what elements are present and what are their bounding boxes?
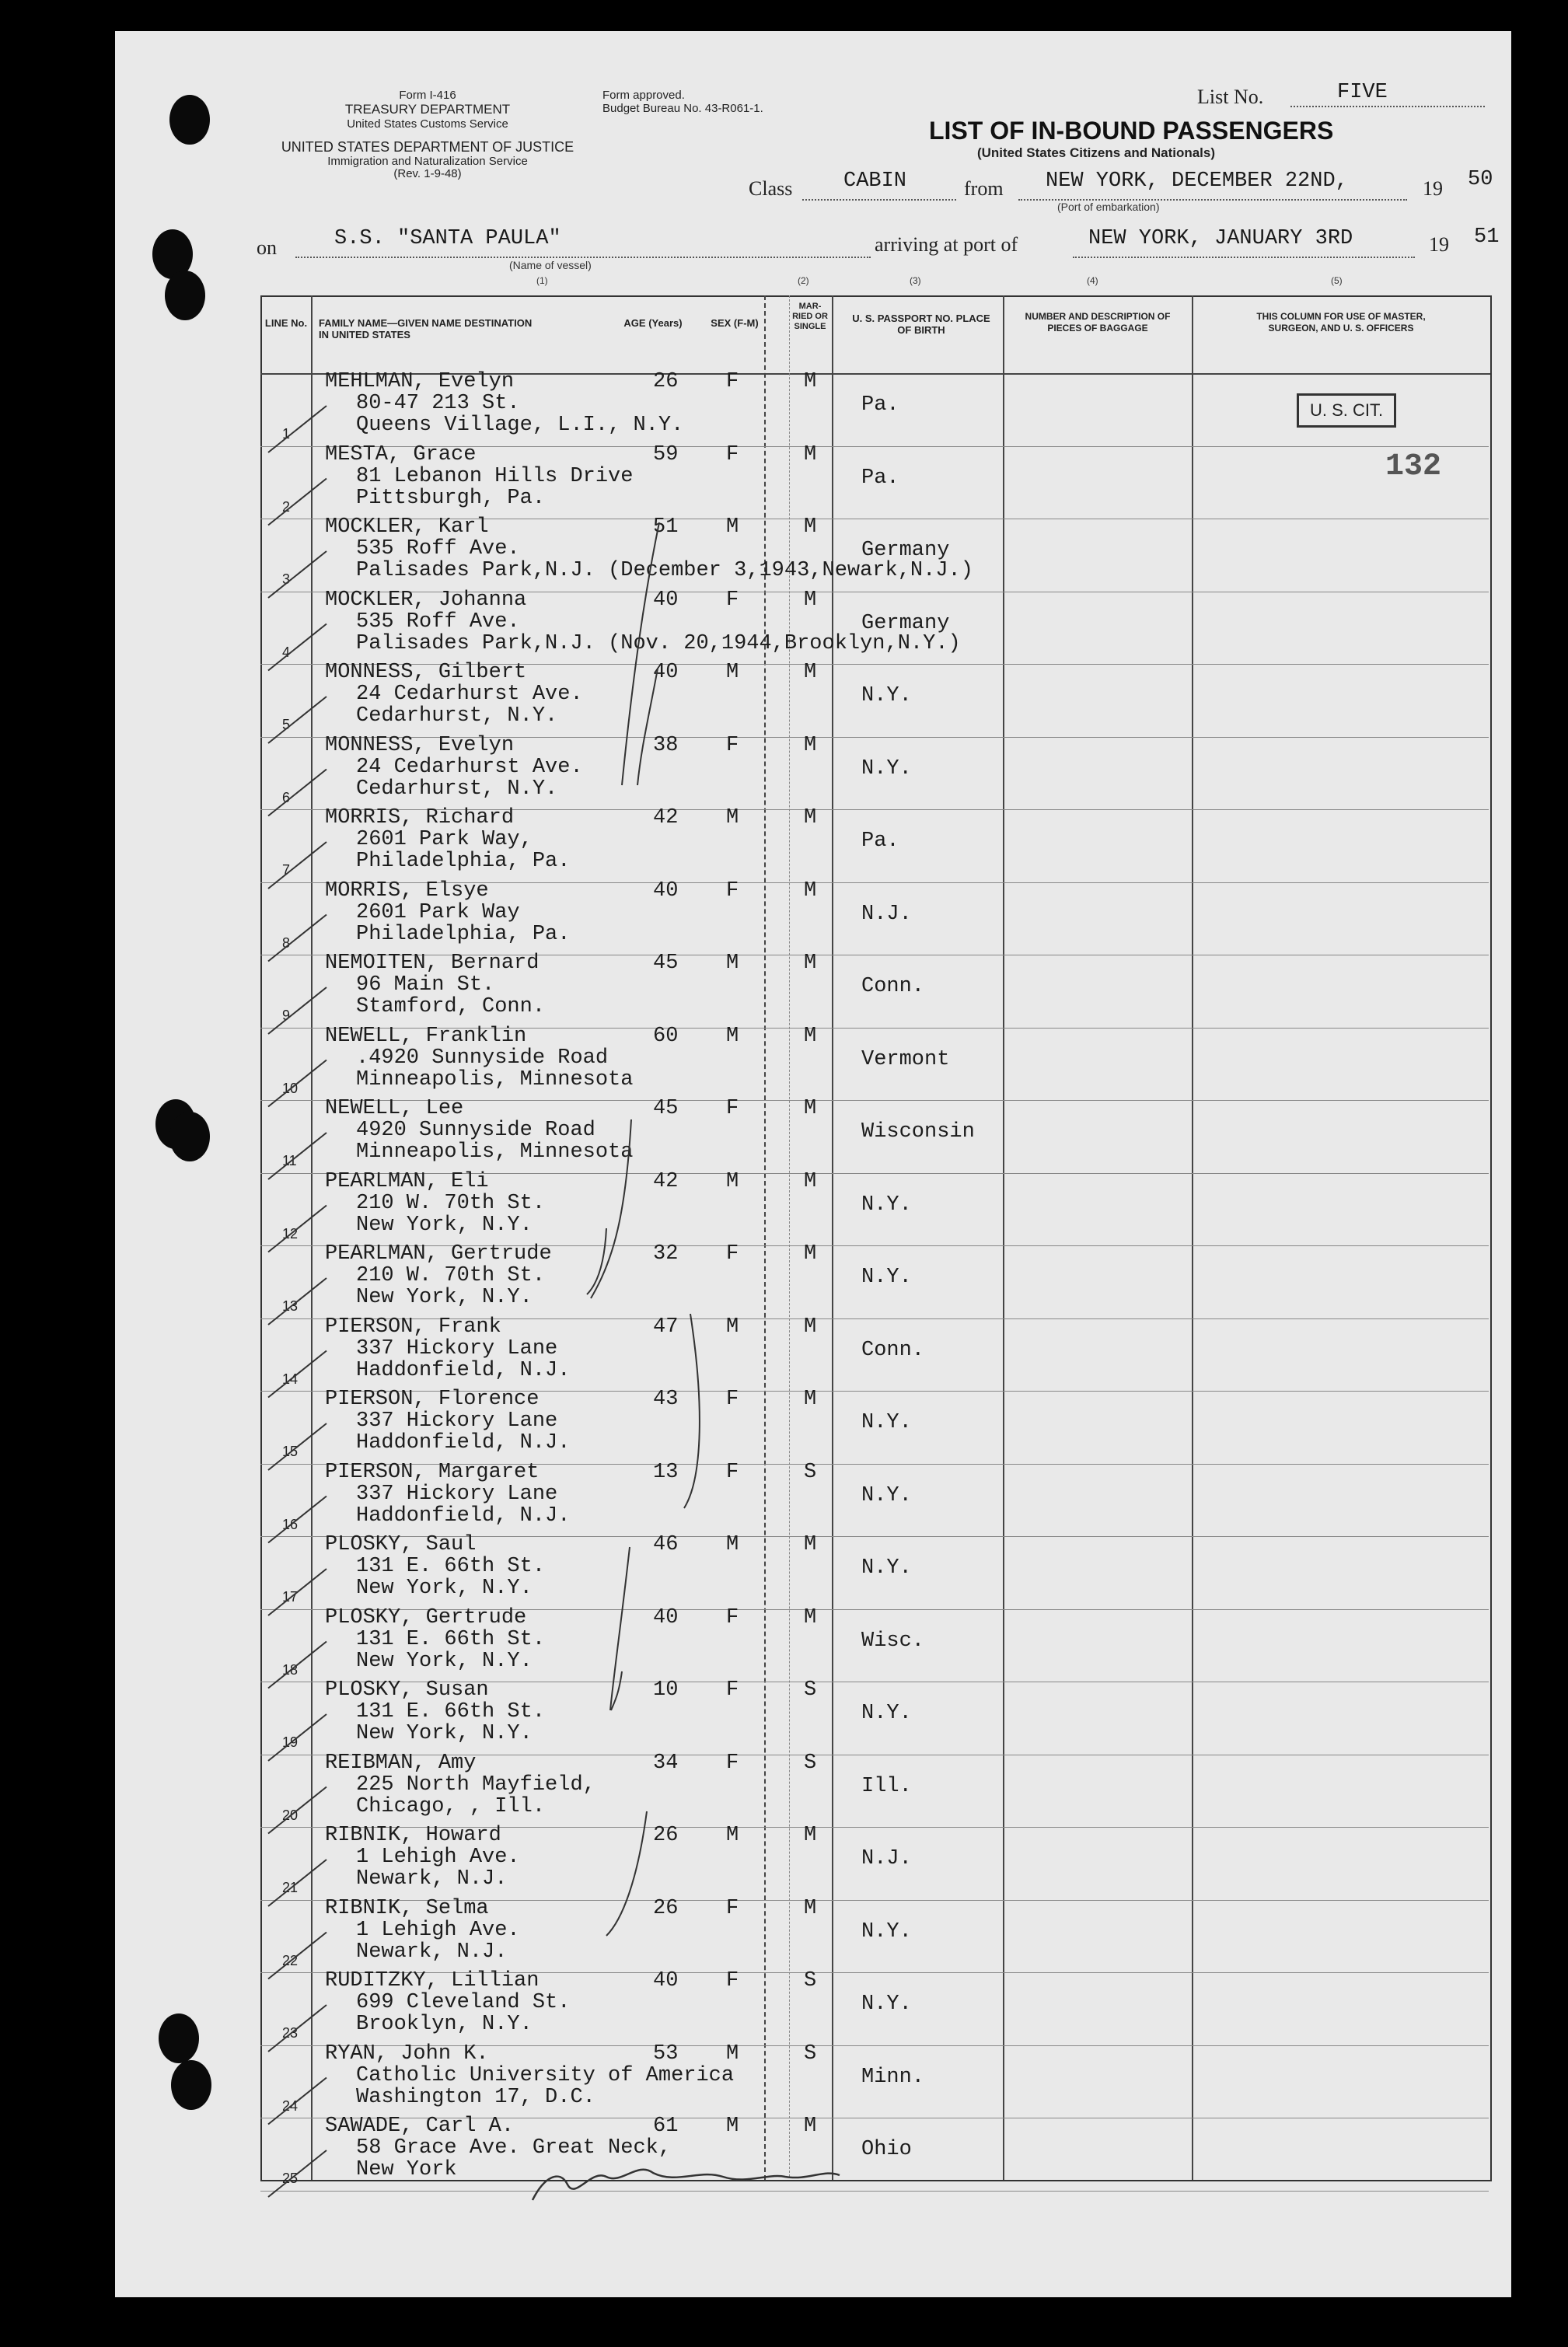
place-of-birth: Conn. [861, 975, 925, 998]
line-number: 21 [282, 1880, 299, 1895]
sex: M [726, 952, 739, 975]
address-line-2: Cedarhurst, N.Y. [356, 704, 558, 728]
sex: F [726, 370, 739, 393]
address-line-1: 337 Hickory Lane [356, 1336, 558, 1360]
place-of-birth: N.Y. [861, 1483, 912, 1507]
age: 34 [653, 1751, 679, 1775]
marital-status: S [804, 2041, 817, 2066]
address-line-1: .4920 Sunnyside Road [356, 1046, 609, 1070]
sex: M [726, 1024, 739, 1048]
marital-status: M [804, 1388, 817, 1411]
place-of-birth: N.Y. [861, 684, 912, 707]
sex: F [726, 1969, 739, 1993]
address-line-1: 337 Hickory Lane [356, 1409, 558, 1433]
place-of-birth: N.Y. [861, 1411, 912, 1434]
col-header-passport: U. S. PASSPORT NO. PLACE OF BIRTH [852, 313, 990, 336]
bracket-stroke-8 [606, 1811, 647, 1936]
line-number: 18 [282, 1661, 299, 1678]
marital-status: M [804, 952, 817, 975]
line-number: 10 [282, 1080, 299, 1096]
age: 45 [653, 1097, 679, 1120]
passenger-name: MEHLMAN, Evelyn [325, 370, 515, 393]
col-num-2: (2) [798, 275, 809, 286]
line-number: 2 [282, 498, 291, 515]
marital-status: M [804, 1824, 817, 1847]
sex: F [726, 1097, 739, 1120]
sex: M [726, 2115, 739, 2138]
class-value: CABIN [843, 169, 907, 193]
place-of-birth: Vermont [861, 1047, 950, 1071]
address-line-2: New York, N.Y. [356, 1722, 533, 1745]
place-of-birth: Ohio [861, 2138, 912, 2161]
address-line-1: 81 Lebanon Hills Drive [356, 464, 634, 488]
vessel-caption: (Name of vessel) [509, 259, 592, 271]
address-line-1: 210 W. 70th St. [356, 1191, 546, 1215]
passenger-name: PLOSKY, Gertrude [325, 1605, 527, 1629]
line-number: 6 [282, 789, 291, 805]
check-mark [268, 2078, 327, 2125]
passenger-name: NEWELL, Lee [325, 1097, 464, 1120]
line-number: 5 [282, 717, 291, 732]
address-line-2: Chicago, , Ill. [356, 1794, 546, 1818]
line-number: 23 [282, 2025, 299, 2041]
check-mark [268, 2150, 327, 2197]
address-line-2: New York, N.Y. [356, 1649, 533, 1673]
passenger-name: RIBNIK, Selma [325, 1896, 489, 1920]
address-line-2: Cedarhurst, N.Y. [356, 777, 558, 801]
line-number: 3 [282, 571, 291, 587]
passenger-name: PIERSON, Florence [325, 1388, 540, 1411]
address-line-2: Brooklyn, N.Y. [356, 2013, 533, 2036]
check-mark [268, 697, 327, 743]
check-mark [268, 1860, 327, 1906]
check-mark [268, 987, 327, 1034]
address-line-2: Philadelphia, Pa. [356, 922, 571, 946]
marital-status: S [804, 1678, 817, 1702]
passenger-name: NEWELL, Franklin [325, 1024, 527, 1048]
age: 42 [653, 1169, 679, 1193]
line-number: 19 [282, 1734, 299, 1750]
age: 13 [653, 1460, 679, 1484]
port-embark-caption: (Port of embarkation) [1057, 201, 1160, 213]
address-line-2: Pittsburgh, Pa. [356, 486, 546, 510]
passenger-name: MONNESS, Evelyn [325, 733, 515, 757]
vessel-name: S.S. "SANTA PAULA" [334, 227, 561, 250]
sex: M [726, 515, 739, 539]
marital-status: M [804, 515, 817, 539]
age: 43 [653, 1388, 679, 1411]
address-line-1: 24 Cedarhurst Ave. [356, 755, 583, 779]
bracket-stroke-2 [637, 669, 658, 785]
line-number: 7 [282, 862, 291, 878]
address-line-2: New York, N.Y. [356, 1213, 533, 1237]
passenger-name: MOCKLER, Johanna [325, 588, 527, 612]
sex: F [726, 1605, 739, 1629]
marital-status: M [804, 1896, 817, 1920]
address-line-1: Catholic University of America [356, 2063, 735, 2087]
marital-status: M [804, 1315, 817, 1339]
place-of-birth: Pa. [861, 829, 899, 853]
address-line-1: 24 Cedarhurst Ave. [356, 683, 583, 706]
sex: F [726, 1751, 739, 1775]
address-line-2: Palisades Park,N.J. (December 3,1943,Newark,N.J.) [356, 559, 973, 582]
sex: F [726, 1460, 739, 1484]
sex: M [726, 806, 739, 829]
address-line-2: Stamford, Conn. [356, 995, 546, 1018]
sex: M [726, 661, 739, 684]
sex: F [726, 1678, 739, 1702]
age: 46 [653, 1533, 679, 1556]
address-line-1: 131 E. 66th St. [356, 1627, 546, 1651]
revision-date: (Rev. 1-9-48) [393, 167, 462, 180]
address-line-1: 4920 Sunnyside Road [356, 1119, 595, 1142]
check-mark [268, 1714, 327, 1761]
on-label: on [257, 236, 277, 259]
check-mark [268, 551, 327, 598]
address-line-1: 80-47 213 St. [356, 392, 520, 415]
place-of-birth: N.Y. [861, 1556, 912, 1580]
place-of-birth: Conn. [861, 1338, 925, 1362]
check-mark [268, 842, 327, 889]
place-of-birth: N.Y. [861, 1193, 912, 1217]
place-of-birth: Wisc. [861, 1629, 925, 1653]
year-value-1: 50 [1468, 168, 1493, 191]
address-line-1: 2601 Park Way, [356, 828, 533, 851]
from-value: NEW YORK, DECEMBER 22ND, [1046, 169, 1348, 193]
check-mark [268, 770, 327, 816]
passenger-name: PLOSKY, Saul [325, 1533, 477, 1556]
passenger-name: MOCKLER, Karl [325, 515, 489, 539]
address-line-2: Queens Village, L.I., N.Y. [356, 414, 684, 437]
sex: F [726, 878, 739, 903]
immigration-service: Immigration and Naturalization Service [327, 155, 528, 168]
line-number: 12 [282, 1225, 299, 1242]
address-line-1: 1 Lehigh Ave. [356, 1918, 520, 1942]
address-line-2: Philadelphia, Pa. [356, 850, 571, 873]
place-of-birth: N.Y. [861, 756, 912, 781]
col-header-age: AGE (Years) [623, 317, 683, 329]
col-header-sex: SEX (F-M) [711, 317, 759, 329]
signature [533, 2170, 840, 2200]
address-line-2: Palisades Park,N.J. (Nov. 20,1944,Brooklyn,N.Y.) [356, 631, 961, 655]
address-line-1: 2601 Park Way [356, 900, 520, 924]
place-of-birth: N.Y. [861, 1702, 912, 1725]
bracket-stroke-4 [587, 1228, 606, 1294]
address-line-2: New York [356, 2158, 457, 2181]
customs-service: United States Customs Service [347, 117, 508, 131]
sex: M [726, 1169, 739, 1193]
list-no-value: FIVE [1337, 81, 1388, 104]
address-line-2: Haddonfield, N.J. [356, 1504, 571, 1528]
age: 45 [653, 952, 679, 975]
line-number: 13 [282, 1298, 299, 1314]
line-number: 11 [282, 1153, 297, 1168]
arriving-label: arriving at port of [875, 233, 1018, 256]
line-number: 24 [282, 2097, 299, 2114]
age: 10 [653, 1678, 679, 1702]
passenger-name: MONNESS, Gilbert [325, 661, 527, 684]
place-of-birth: N.Y. [861, 1919, 912, 1944]
sex: M [726, 1824, 739, 1847]
address-line-1: 225 North Mayfield, [356, 1772, 595, 1797]
address-line-2: Newark, N.J. [356, 1867, 508, 1891]
col-num-1: (1) [536, 275, 548, 286]
age: 26 [653, 370, 679, 393]
marital-status: M [804, 733, 817, 757]
passenger-name: SAWADE, Carl A. [325, 2115, 515, 2138]
marital-status: M [804, 442, 817, 466]
age: 40 [653, 661, 679, 684]
place-of-birth: Minn. [861, 2065, 925, 2089]
address-line-1: 96 Main St. [356, 973, 495, 997]
page-number: 132 [1385, 449, 1442, 484]
col-num-4: (4) [1087, 275, 1098, 286]
check-mark [268, 1787, 327, 1834]
marital-status: M [804, 1533, 817, 1556]
address-line-2: Minneapolis, Minnesota [356, 1067, 634, 1091]
bracket-stroke-1 [622, 522, 659, 785]
marital-status: M [804, 878, 817, 903]
address-line-1: 210 W. 70th St. [356, 1264, 546, 1287]
class-label: Class [749, 177, 793, 200]
address-line-1: 535 Roff Ave. [356, 609, 520, 634]
address-line-1: 337 Hickory Lane [356, 1482, 558, 1506]
marital-status: S [804, 1969, 817, 1993]
check-mark [268, 2005, 327, 2052]
year-prefix-2: 19 [1429, 233, 1449, 256]
bracket-stroke-3 [591, 1119, 631, 1298]
passenger-name: MORRIS, Elsye [325, 878, 489, 903]
age: 40 [653, 878, 679, 903]
line-number: 25 [282, 2171, 299, 2186]
age: 61 [653, 2115, 679, 2138]
marital-status: S [804, 1751, 817, 1775]
list-no-label: List No. [1197, 86, 1264, 108]
col-header-officers: THIS COLUMN FOR USE OF MASTER, SURGEON, AND U. S. OFFICERS [1256, 311, 1426, 334]
check-mark [268, 624, 327, 671]
marital-status: S [804, 1460, 817, 1484]
line-number: 20 [282, 1807, 299, 1823]
sex: F [726, 1388, 739, 1411]
sex: F [726, 442, 739, 466]
line-number: 8 [282, 934, 291, 951]
sex: M [726, 1533, 739, 1556]
age: 32 [653, 1242, 679, 1266]
check-mark [268, 1206, 327, 1252]
age: 47 [653, 1315, 679, 1339]
sex: F [726, 1896, 739, 1920]
place-of-birth: Pa. [861, 393, 899, 417]
col-header-baggage: NUMBER AND DESCRIPTION OF PIECES OF BAGGAGE [1025, 311, 1171, 334]
marital-status: M [804, 1169, 817, 1193]
address-line-1: 58 Grace Ave. Great Neck, [356, 2136, 672, 2160]
col-num-5: (5) [1331, 275, 1343, 286]
age: 51 [653, 515, 679, 539]
treasury-dept: TREASURY DEPARTMENT [344, 102, 511, 117]
passenger-name: RYAN, John K. [325, 2041, 489, 2066]
col-header-line: LINE No. [264, 317, 308, 329]
form-approved: Form approved. [602, 89, 685, 102]
address-line-2: Washington 17, D.C. [356, 2085, 595, 2109]
sex: M [726, 2041, 739, 2066]
line-number: 4 [282, 644, 291, 660]
address-line-2: New York, N.Y. [356, 1286, 533, 1309]
col-num-3: (3) [910, 275, 921, 286]
col-header-name: FAMILY NAME—GIVEN NAME DESTINATION IN UNITED STATES [319, 317, 533, 341]
passenger-name: NEMOITEN, Bernard [325, 952, 540, 975]
place-of-birth: Ill. [861, 1774, 912, 1798]
passenger-name: PEARLMAN, Eli [325, 1169, 489, 1193]
place-of-birth: N.Y. [861, 1266, 912, 1289]
document-title: LIST OF IN-BOUND PASSENGERS [929, 117, 1334, 145]
age: 26 [653, 1896, 679, 1920]
line-number: 9 [282, 1008, 291, 1023]
marital-status: M [804, 661, 817, 684]
marital-status: M [804, 1242, 817, 1266]
check-mark [268, 1278, 327, 1325]
age: 59 [653, 442, 679, 466]
passenger-name: PEARLMAN, Gertrude [325, 1242, 552, 1266]
check-mark [268, 1060, 327, 1107]
form-number: Form I-416 [399, 89, 456, 102]
sex: F [726, 588, 739, 612]
place-of-birth: N.J. [861, 1847, 912, 1870]
address-line-2: New York, N.Y. [356, 1577, 533, 1600]
passenger-name: MESTA, Grace [325, 442, 477, 466]
address-line-2: Haddonfield, N.J. [356, 1431, 571, 1455]
line-number: 1 [282, 426, 291, 442]
place-of-birth: Germany [861, 539, 950, 562]
age: 40 [653, 1605, 679, 1629]
address-line-1: 131 E. 66th St. [356, 1700, 546, 1724]
passenger-name: PIERSON, Margaret [325, 1460, 540, 1484]
marital-status: M [804, 370, 817, 393]
age: 40 [653, 588, 679, 612]
address-line-1: 699 Cleveland St. [356, 1991, 571, 2014]
place-of-birth: N.J. [861, 902, 912, 926]
age: 40 [653, 1969, 679, 1993]
age: 42 [653, 806, 679, 829]
line-number: 16 [282, 1516, 299, 1532]
place-of-birth: N.Y. [861, 1993, 912, 2016]
marital-status: M [804, 1605, 817, 1629]
passenger-name: RIBNIK, Howard [325, 1824, 501, 1847]
check-mark [268, 1933, 327, 1979]
passenger-name: MORRIS, Richard [325, 806, 515, 829]
address-line-1: 1 Lehigh Ave. [356, 1846, 520, 1869]
passenger-name: PLOSKY, Susan [325, 1678, 489, 1702]
passenger-name: REIBMAN, Amy [325, 1751, 477, 1775]
col-header-married: MAR-RIED OR SINGLE [792, 302, 828, 331]
marital-status: M [804, 806, 817, 829]
sex: M [726, 1315, 739, 1339]
line-number: 17 [282, 1589, 299, 1605]
check-mark [268, 1642, 327, 1689]
check-mark [268, 1569, 327, 1615]
from-label: from [964, 177, 1004, 200]
check-mark [268, 406, 327, 452]
age: 38 [653, 733, 679, 757]
sex: F [726, 1242, 739, 1266]
arrival-value: NEW YORK, JANUARY 3RD [1088, 227, 1353, 250]
justice-dept: UNITED STATES DEPARTMENT OF JUSTICE [281, 139, 574, 155]
address-line-2: Newark, N.J. [356, 1940, 508, 1964]
address-line-1: 535 Roff Ave. [356, 537, 520, 561]
marital-status: M [804, 1097, 817, 1120]
address-line-2: Haddonfield, N.J. [356, 1358, 571, 1382]
check-mark [268, 1133, 327, 1179]
place-of-birth: Germany [861, 611, 950, 635]
place-of-birth: Wisconsin [861, 1120, 975, 1144]
budget-bureau: Budget Bureau No. 43-R061-1. [602, 102, 763, 115]
passenger-name: RUDITZKY, Lillian [325, 1969, 540, 1993]
bracket-stroke-5 [684, 1314, 700, 1508]
address-line-2: Minneapolis, Minnesota [356, 1140, 634, 1164]
marital-status: M [804, 2115, 817, 2138]
marital-status: M [804, 588, 817, 612]
line-number: 22 [282, 1952, 299, 1968]
line-number: 14 [282, 1371, 299, 1387]
us-citizen-stamp: U. S. CIT. [1297, 393, 1396, 428]
check-mark [268, 1497, 327, 1543]
check-mark [268, 915, 327, 962]
check-mark [268, 1351, 327, 1398]
sex: F [726, 733, 739, 757]
check-mark [268, 1423, 327, 1470]
place-of-birth: Pa. [861, 466, 899, 490]
age: 53 [653, 2041, 679, 2066]
check-mark [268, 479, 327, 526]
line-number: 15 [282, 1444, 299, 1459]
age: 26 [653, 1824, 679, 1847]
age: 60 [653, 1024, 679, 1048]
document-subtitle: (United States Citizens and Nationals) [976, 145, 1216, 160]
year-prefix-1: 19 [1423, 177, 1443, 200]
year-value-2: 51 [1474, 225, 1500, 249]
marital-status: M [804, 1024, 817, 1048]
passenger-name: PIERSON, Frank [325, 1315, 501, 1339]
address-line-1: 131 E. 66th St. [356, 1555, 546, 1578]
